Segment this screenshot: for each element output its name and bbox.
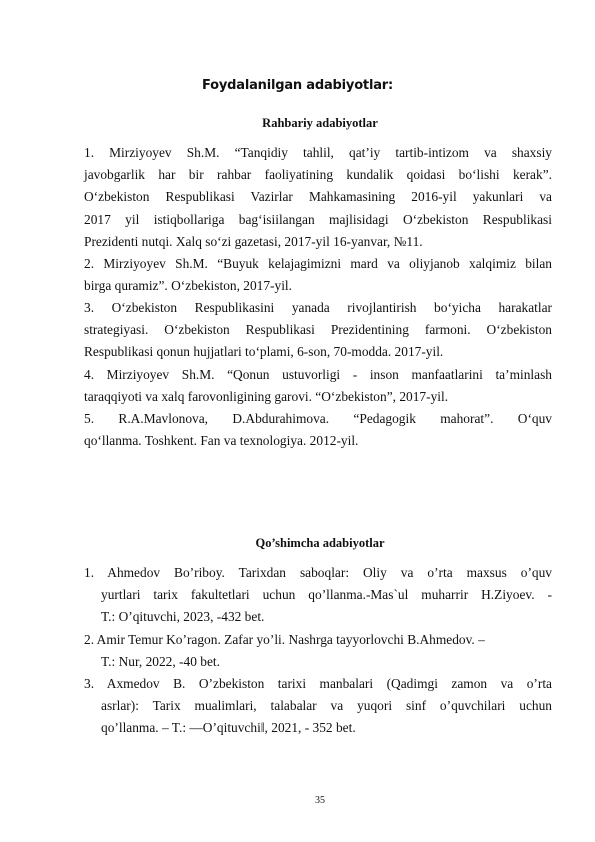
section-heading-additional: Qo’shimcha adabiyotlar (255, 536, 385, 550)
reference-line: Prezidenti nutqi. Xalq so‘zi gazetasi, 2017-yil 16-yanvar, №11. (84, 233, 423, 249)
page-title: Foydalanilgan adabiyotlar: (202, 78, 393, 93)
reference-line: 3. O‘zbekiston Respublikasini yanada rivojlantirish bo‘yicha harakatlar (84, 300, 552, 315)
reference-line: T.: Nur, 2022, -40 bet. (101, 654, 220, 670)
reference-line: javobgarlik har bir rahbar faoliyatining kundalik qoidasi bo‘lishi kerak”. (84, 167, 552, 183)
reference-line: strategiyasi. O‘zbekiston Respublikasi Prezidentining farmoni. O‘zbekiston (84, 322, 552, 338)
page-number: 35 (315, 795, 325, 806)
reference-line: 2. Mirziyoyev Sh.M. “Buyuk kelajagimizni mard va oliyjanob xalqimiz bilan (84, 256, 552, 271)
reference-line: 2. Amir Temur Ko’ragon. Zafar yo’li. Nashrga tayyorlovchi B.Ahmedov. – (84, 632, 485, 647)
reference-line: T.: O’qituvchi, 2023, -432 bet. (101, 609, 265, 625)
reference-line: yurtlari tarix fakultetlari uchun qo’llanma.-Mas`ul muharrir H.Ziyoev. - (101, 587, 552, 603)
reference-line: O‘zbekiston Respublikasi Vazirlar Mahkamasining 2016-yil yakunlari va (84, 189, 552, 205)
reference-line: Respublikasi qonun hujjatlari to‘plami, 6-son, 70-modda. 2017-yil. (84, 344, 444, 360)
reference-line: 4. Mirziyoyev Sh.M. “Qonun ustuvorligi - inson manfaatlarini ta’minlash (84, 367, 552, 382)
reference-item (84, 297, 552, 364)
reference-line: birga quramiz”. O‘zbekiston, 2017-yil. (84, 278, 292, 294)
reference-line: qo’llanma. – T.: ―O’qituvchi‖, 2021, - 352 bet. (101, 720, 356, 736)
reference-line: 1. Mirziyoyev Sh.M. “Tanqidiy tahlil, qat’iy tartib-intizom va shaxsiy (84, 145, 552, 160)
reference-line: 2017 yil istiqbollariga bag‘isiilangan majlisidagi O‘zbekiston Respublikasi (84, 211, 552, 227)
reference-line: asrlar): Tarix mualimlari, talabalar va yuqori sinf o’quvchilari uchun (101, 698, 552, 714)
reference-item (84, 253, 552, 297)
reference-item (84, 629, 552, 673)
reference-item (84, 673, 552, 740)
reference-item (84, 562, 552, 629)
section-heading-guiding: Rahbariy adabiyotlar (262, 116, 378, 130)
reference-line: 1. Ahmedov Bo’riboy. Tarixdan saboqlar: Oliy va o’rta maxsus o’quv (84, 565, 552, 580)
reference-line: taraqqiyoti va xalq farovonligining garovi. “O‘zbekiston”, 2017-yil. (84, 389, 449, 405)
reference-item (84, 364, 552, 408)
reference-line: qo‘llanma. Toshkent. Fan va texnologiya. 2012-yil. (84, 433, 359, 449)
reference-line: 5. R.A.Mavlonova, D.Abdurahimova. “Pedagogik mahorat”. O‘quv (84, 411, 552, 426)
reference-item (84, 142, 552, 253)
reference-item (84, 408, 552, 452)
reference-line: 3. Axmedov B. O’zbekiston tarixi manbalari (Qadimgi zamon va o’rta (84, 676, 552, 691)
